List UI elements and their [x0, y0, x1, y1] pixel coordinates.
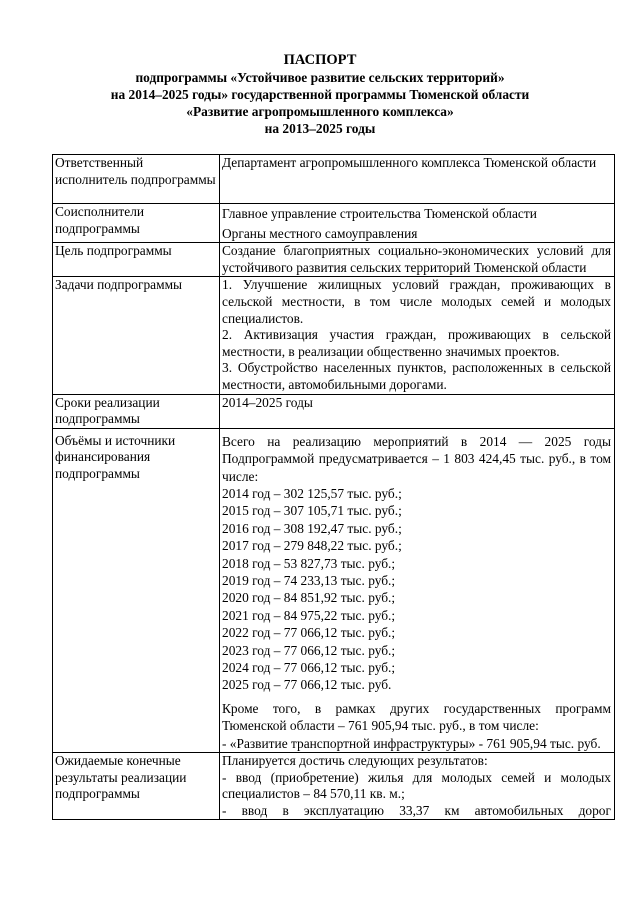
funding-year: 2024 год – 77 066,12 тыс. руб.; [222, 660, 396, 675]
table-row-goal [53, 243, 615, 277]
table-row-funding [53, 428, 615, 752]
table-row-executor [53, 155, 615, 204]
funding-intro: Всего на реализацию мероприятий в 2014 — 2025 годы Подпрограммой предусматривается – 1 803 424,45 тыс. руб., в том числе: [222, 433, 611, 484]
coexecutors-value [220, 204, 615, 243]
task-item: 2. Активизация участия граждан, проживающих в сельской местности, в реализации общественно значимых проектов. [222, 327, 611, 359]
executor-value: Департамент агропромышленного комплекса Тюменской области [220, 155, 615, 204]
coexecutors-value-1: Главное управление строительства Тюменской области [222, 206, 537, 221]
results-intro: Планируется достичь следующих результатов: [222, 753, 488, 769]
goal-value: Создание благоприятных социально-экономических условий для устойчивого развития сельских территорий Тюменской области [220, 243, 615, 277]
title-line-4: на 2013–2025 годы [264, 121, 376, 136]
funding-year: 2017 год – 279 848,22 тыс. руб.; [222, 538, 402, 554]
table-row-coexecutors [53, 204, 615, 243]
terms-label: Сроки реализации подпрограммы [53, 394, 220, 428]
goal-label: Цель подпрограммы [53, 243, 220, 277]
funding-other: Кроме того, в рамках других государственных программ Тюменской области – 761 905,94 тыс. руб., в том числе: [222, 700, 611, 734]
title-line-1: подпрограммы «Устойчивое развитие сельских территорий» [135, 70, 505, 85]
table-row-terms [53, 394, 615, 428]
executor-label: Ответственный исполнитель подпрограммы [53, 155, 220, 204]
tasks-value [220, 277, 615, 394]
funding-year: 2015 год – 307 105,71 тыс. руб.; [222, 503, 402, 519]
tasks-label: Задачи подпрограммы [53, 277, 220, 394]
funding-value [220, 428, 615, 752]
passport-table [52, 154, 615, 820]
funding-year: 2018 год – 53 827,73 тыс. руб.; [222, 555, 396, 571]
funding-year: 2021 год – 84 975,22 тыс. руб.; [222, 607, 396, 623]
funding-year: 2014 год – 302 125,57 тыс. руб.; [222, 485, 402, 501]
task-item: 3. Обустройство населенных пунктов, расположенных в сельской местности, автомобильными дорогами. [222, 360, 611, 392]
title-line-2: на 2014–2025 годы» государственной программы Тюменской области [110, 87, 530, 102]
table-row-tasks [53, 277, 615, 394]
terms-value: 2014–2025 годы [220, 394, 615, 428]
funding-year: 2016 год – 308 192,47 тыс. руб.; [222, 520, 402, 536]
funding-year: 2019 год – 74 233,13 тыс. руб.; [222, 572, 396, 588]
task-item: 1. Улучшение жилищных условий граждан, проживающих в сельской местности, в том числе молодых семей и молодых специалистов. [222, 277, 611, 326]
coexecutors-label: Соисполнители подпрограммы [53, 204, 220, 243]
coexecutors-value-2: Органы местного самоуправления [222, 225, 418, 241]
funding-year: 2020 год – 84 851,92 тыс. руб.; [222, 590, 396, 606]
results-label: Ожидаемые конечные результаты реализации подпрограммы [53, 753, 220, 820]
results-value [220, 753, 615, 820]
results-item-2: - ввод в эксплуатацию 33,37 км автомобильных дорог [222, 802, 611, 818]
title-heading: ПАСПОРТ [283, 52, 357, 68]
results-item-1: - ввод (приобретение) жилья для молодых семей и молодых специалистов – 84 570,11 кв. м.; [222, 769, 611, 802]
funding-other-item: - «Развитие транспортной инфраструктуры» - 761 905,94 тыс. руб. [222, 735, 601, 751]
document-title [0, 52, 640, 137]
table-row-results [53, 753, 615, 820]
funding-year: 2025 год – 77 066,12 тыс. руб. [222, 677, 392, 693]
funding-year: 2023 год – 77 066,12 тыс. руб.; [222, 642, 396, 658]
funding-label: Объёмы и источники финансирования подпрограммы [53, 428, 220, 752]
title-line-3: «Развитие агропромышленного комплекса» [186, 104, 454, 119]
funding-year: 2022 год – 77 066,12 тыс. руб.; [222, 625, 396, 641]
